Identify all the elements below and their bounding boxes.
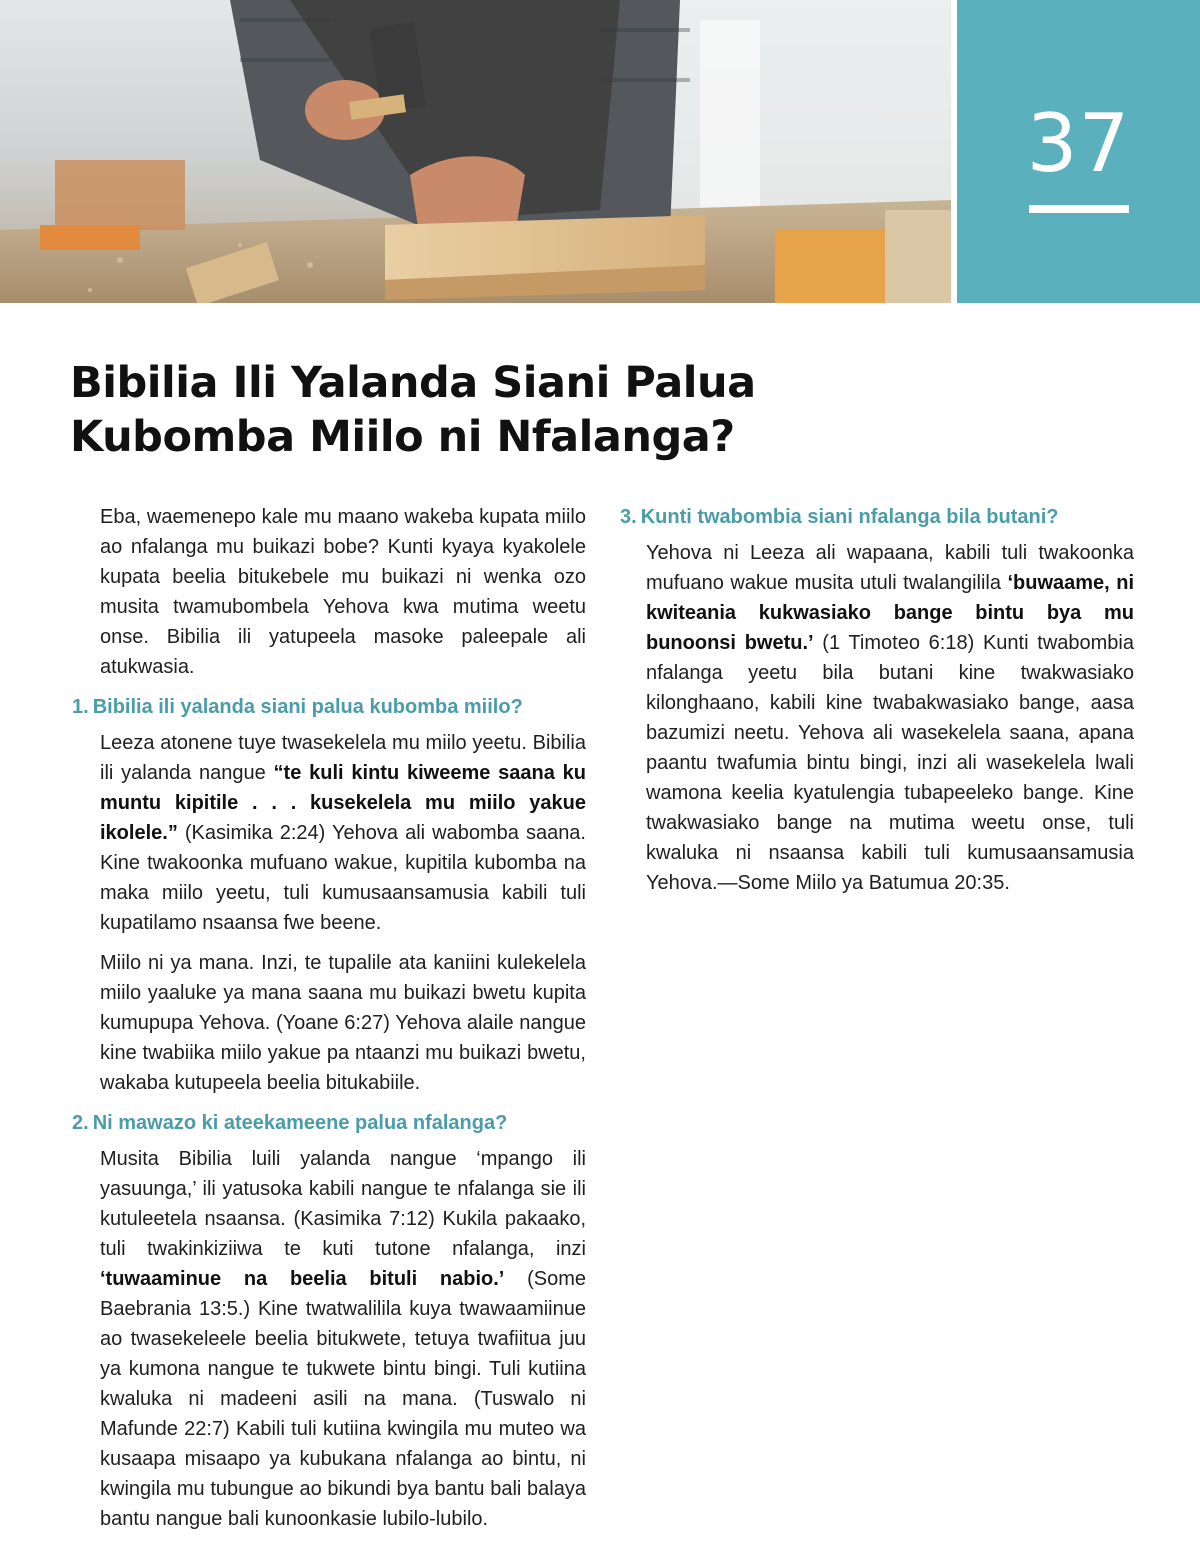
carpenter-hammer-icon xyxy=(0,0,951,303)
question-1-number: 1. xyxy=(72,696,89,718)
section-3-paragraph-1 xyxy=(620,538,1134,898)
section-2-text-a: Musita Bibilia luili yalanda nangue ‘mpango ili yasuunga,’ ili yatusoka kabili nangue te nfalanga sie ili kutuleetela nsaansa. (Kasimika 7:12) Kukila pakaako, tuli twakinkiziiwa te kuti tutone nfalanga, inzi xyxy=(100,1148,586,1260)
question-1-text: Bibilia ili yalanda siani palua kubomba miilo? xyxy=(92,696,523,718)
lesson-number-tab xyxy=(957,0,1200,303)
left-column xyxy=(72,502,586,1544)
question-1-heading xyxy=(72,692,586,722)
section-3-text-a: Yehova ni Leeza ali wapaana, kabili tuli twakoonka mufuano wakue musita utuli twalangilila xyxy=(646,542,1134,594)
lesson-number: 37 xyxy=(1026,97,1131,190)
section-1-scripture-quote: “te kuli kintu kiweeme saana ku muntu kipitile . . . kusekelela mu miilo yakue ikolele.” xyxy=(100,762,587,844)
question-2-number: 2. xyxy=(72,1112,89,1134)
question-3-number: 3. xyxy=(620,506,637,528)
section-2-paragraph-1 xyxy=(72,1144,586,1534)
section-3-scripture-quote: ‘buwaame, ni kwiteania kukwasiako bange bintu bya mu bunoonsi bwetu.’ xyxy=(646,572,1134,654)
section-3-text-c: (1 Timoteo 6:18) Kunti twabombia nfalanga yeetu bila butani kine twakwasiako kilonghaano, kabili kine twabakwasiako bange, aasa bazumizi neetu. Yehova ali wasekelela saana, apana paantu twafumia bintu bingi, inzi ali wasekelela lwali wamona keelia kyatulengia tubapeeleko bange. Kine twakwasiako bange na mutima weetu onse, tuli kwaluka ni nsaansa kabili tuli kumusaansamusia Yehova.—Some Miilo ya Batumua 20:35. xyxy=(646,632,1134,894)
question-3-text: Kunti twabombia siani nfalanga bila butani? xyxy=(640,506,1059,528)
section-1-text-a: Leeza atonene tuye twasekelela mu miilo yeetu. Bibilia ili yalanda nangue xyxy=(100,732,586,784)
page-title xyxy=(70,356,890,464)
section-2-text-c: (Some Baebrania 13:5.) Kine twatwalilila kuya twawaamiinue ao twasekeleele beelia bitukwete, tetuya twafiitua juu ya kumona nangue te tukwete bintu bingi. Tuli kutiina kwaluka ni madeeni asili na mana. (Tuswalo ni Mafunde 22:7) Kabili tuli kutiina kwingila mu muteo wa kusaapa misaapo ya kubukana nfalanga ao bintu, ni kwingila mu tubungue ao bikundi bya bantu bali balaya bantu nangue bali kunoonkasie lubilo-lubilo. xyxy=(100,1268,586,1530)
header-photo xyxy=(0,0,951,303)
question-3-heading xyxy=(620,502,1134,532)
right-column xyxy=(620,502,1134,908)
lesson-number-underline xyxy=(1029,205,1129,213)
section-2-scripture-quote: ‘tuwaaminue na beelia bituli nabio.’ xyxy=(100,1268,505,1290)
intro-paragraph: Eba, waemenepo kale mu maano wakeba kupata miilo ao nfalanga mu buikazi bobe? Kunti kyaya kyakolele kupata beelia bitukebele mu buikazi ni wenka ozo musita twamubombela Yehova kwa mutima weetu onse. Bibilia ili yatupeela masoke paleepale ali atukwasia. xyxy=(100,506,586,678)
page-title-line2: Kubomba Miilo ni Nfalanga? xyxy=(70,412,735,462)
section-1-text-c: (Kasimika 2:24) Yehova ali wabomba saana. Kine twakoonka mufuano wakue, kupitila kubomba na maka miilo yeetu, tuli kumusaansamusia kabili tuli kupatilamo nsaansa fwe beene. xyxy=(100,822,586,934)
question-2-heading xyxy=(72,1108,586,1138)
section-1-paragraph-2: Miilo ni ya mana. Inzi, te tupalile ata kaniini kulekelela miilo yaaluke ya mana saana mu buikazi bwetu kupita kumupupa Yehova. (Yoane 6:27) Yehova alaile nangue kine twabiika miilo yakue pa ntaanzi mu buikazi bwetu, wakaba kutupeela beelia bitukabiile. xyxy=(100,952,586,1094)
section-1-paragraph-1 xyxy=(72,728,586,938)
page-title-line1: Bibilia Ili Yalanda Siani Palua xyxy=(70,358,756,408)
question-2-text: Ni mawazo ki ateekameene palua nfalanga? xyxy=(92,1112,508,1134)
